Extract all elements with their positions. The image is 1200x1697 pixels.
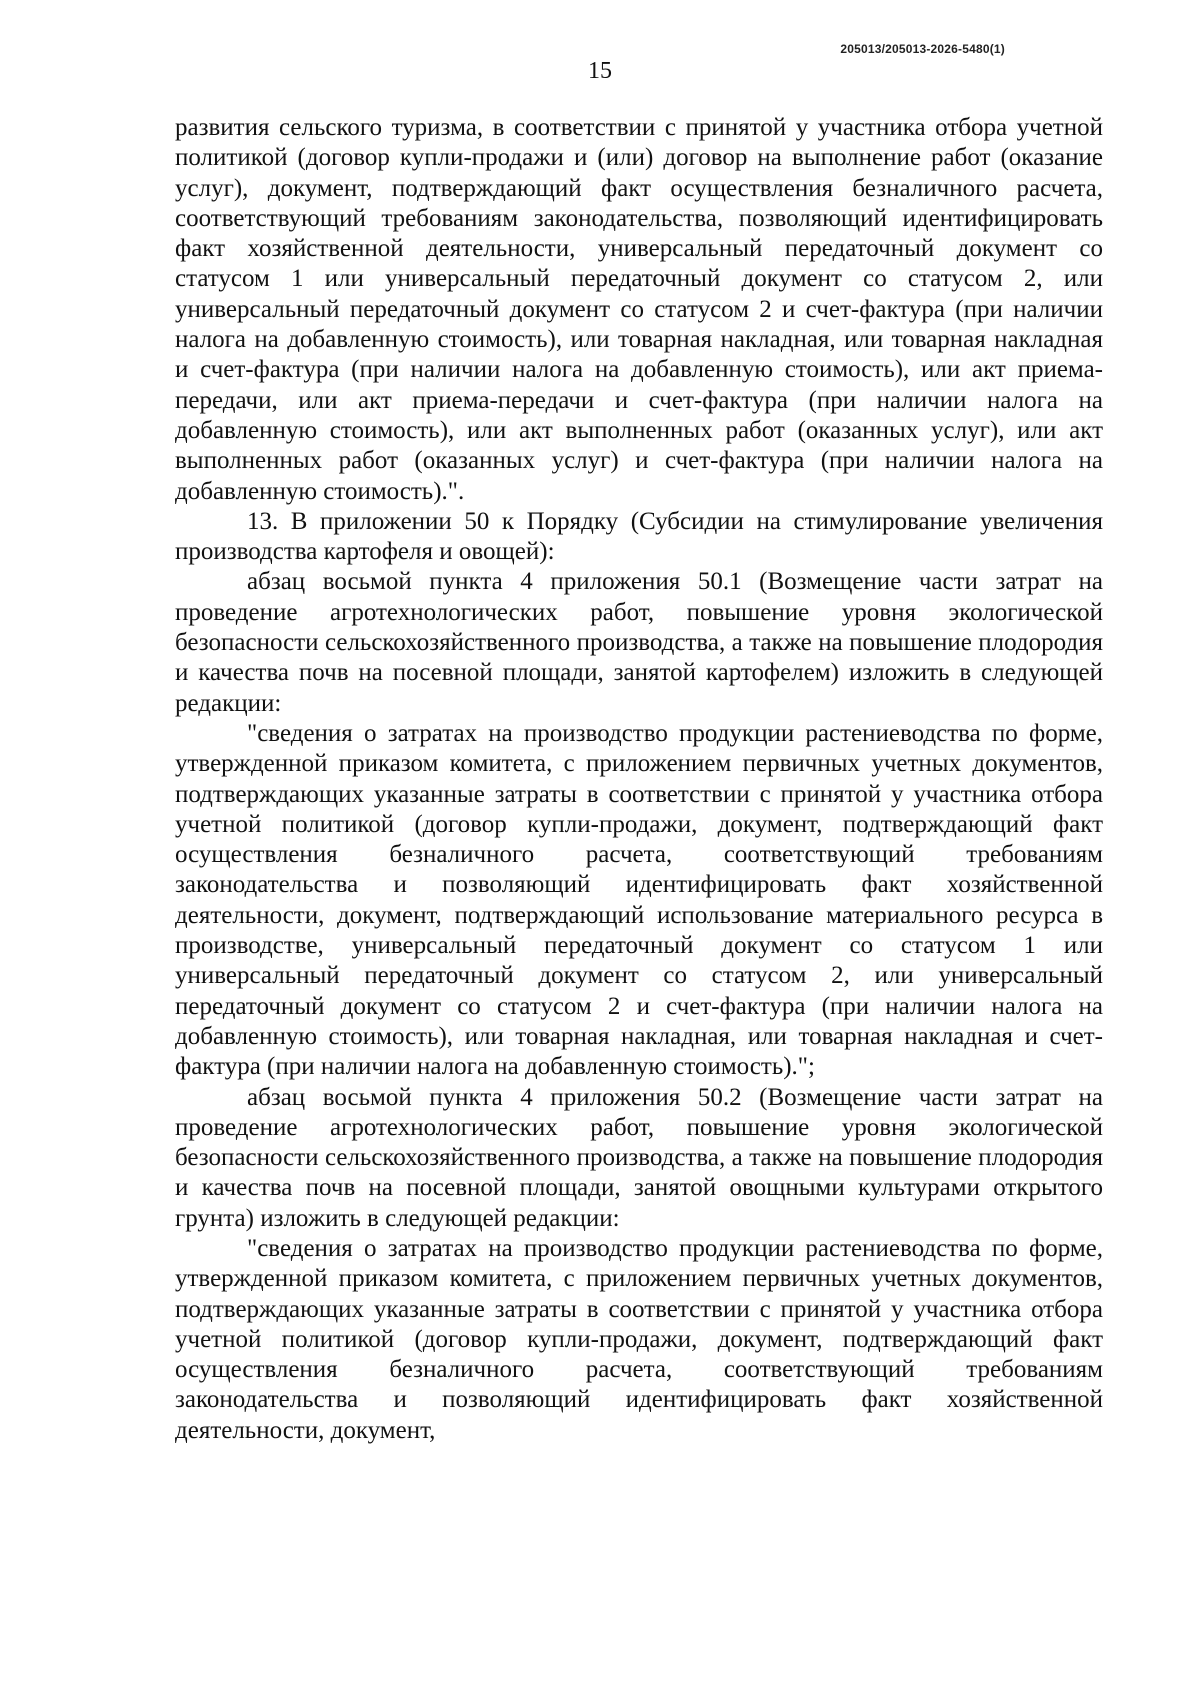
paragraph-quote-50-1: "сведения о затратах на производство продукции растениеводства по форме, утвержденной приказом комитета, с приложением первичных учетных документов, подтверждающих указанные затраты в соответствии с принятой у участника отбора учетной политикой (договор купли-продажи, документ, подтверждающий факт осуществления безналичного расчета, соответствующий требованиям законодательства и позволяющий идентифицировать факт хозяйственной деятельности, документ, подтверждающий использование материального ресурса в производстве, универсальный передаточный документ со статусом 1 или универсальный передаточный документ со статусом 2, или универсальный передаточный документ со статусом 2 и счет-фактура (при наличии налога на добавленную стоимость), или товарная накладная, или товарная накладная и счет-фактура (при наличии налога на добавленную стоимость).";	[175, 719, 1103, 1081]
paragraph-quote-50-2: "сведения о затратах на производство продукции растениеводства по форме, утвержденной приказом комитета, с приложением первичных учетных документов, подтверждающих указанные затраты в соответствии с принятой у участника отбора учетной политикой (договор купли-продажи, документ, подтверждающий факт осуществления безналичного расчета, соответствующий требованиям законодательства и позволяющий идентифицировать факт хозяйственной деятельности, документ,	[175, 1234, 1103, 1444]
paragraph-item-13: 13. В приложении 50 к Порядку (Субсидии на стимулирование увеличения производства картофеля и овощей):	[175, 507, 1103, 566]
document-registration-number: 205013/205013-2026-5480(1)	[840, 42, 1005, 56]
document-body	[175, 113, 1103, 1446]
paragraph-amendment-50-1: абзац восьмой пункта 4 приложения 50.1 (Возмещение части затрат на проведение агротехнологических работ, повышение уровня экологической безопасности сельскохозяйственного производства, а также на повышение плодородия и качества почв на посевной площади, занятой картофелем) изложить в следующей редакции:	[175, 568, 1103, 717]
paragraph-continuation: развития сельского туризма, в соответствии с принятой у участника отбора учетной политикой (договор купли-продажи и (или) договор на выполнение работ (оказание услуг), документ, подтверждающий факт осуществления безналичного расчета, соответствующий требованиям законодательства, позволяющий идентифицировать факт хозяйственной деятельности, универсальный передаточный документ со статусом 1 или универсальный передаточный документ со статусом 2, или универсальный передаточный документ со статусом 2 и счет-фактура (при наличии налога на добавленную стоимость), или товарная накладная, или товарная накладная и счет-фактура (при наличии налога на добавленную стоимость), или акт приема-передачи, или акт приема-передачи и счет-фактура (при наличии налога на добавленную стоимость), или акт выполненных работ (оказанных услуг), или акт выполненных работ (оказанных услуг) и счет-фактура (при наличии налога на добавленную стоимость).".	[175, 114, 1103, 505]
page-number: 15	[588, 58, 612, 84]
paragraph-amendment-50-2: абзац восьмой пункта 4 приложения 50.2 (Возмещение части затрат на проведение агротехнологических работ, повышение уровня экологической безопасности сельскохозяйственного производства, а также на повышение плодородия и качества почв на посевной площади, занятой овощными культурами открытого грунта) изложить в следующей редакции:	[175, 1083, 1103, 1232]
